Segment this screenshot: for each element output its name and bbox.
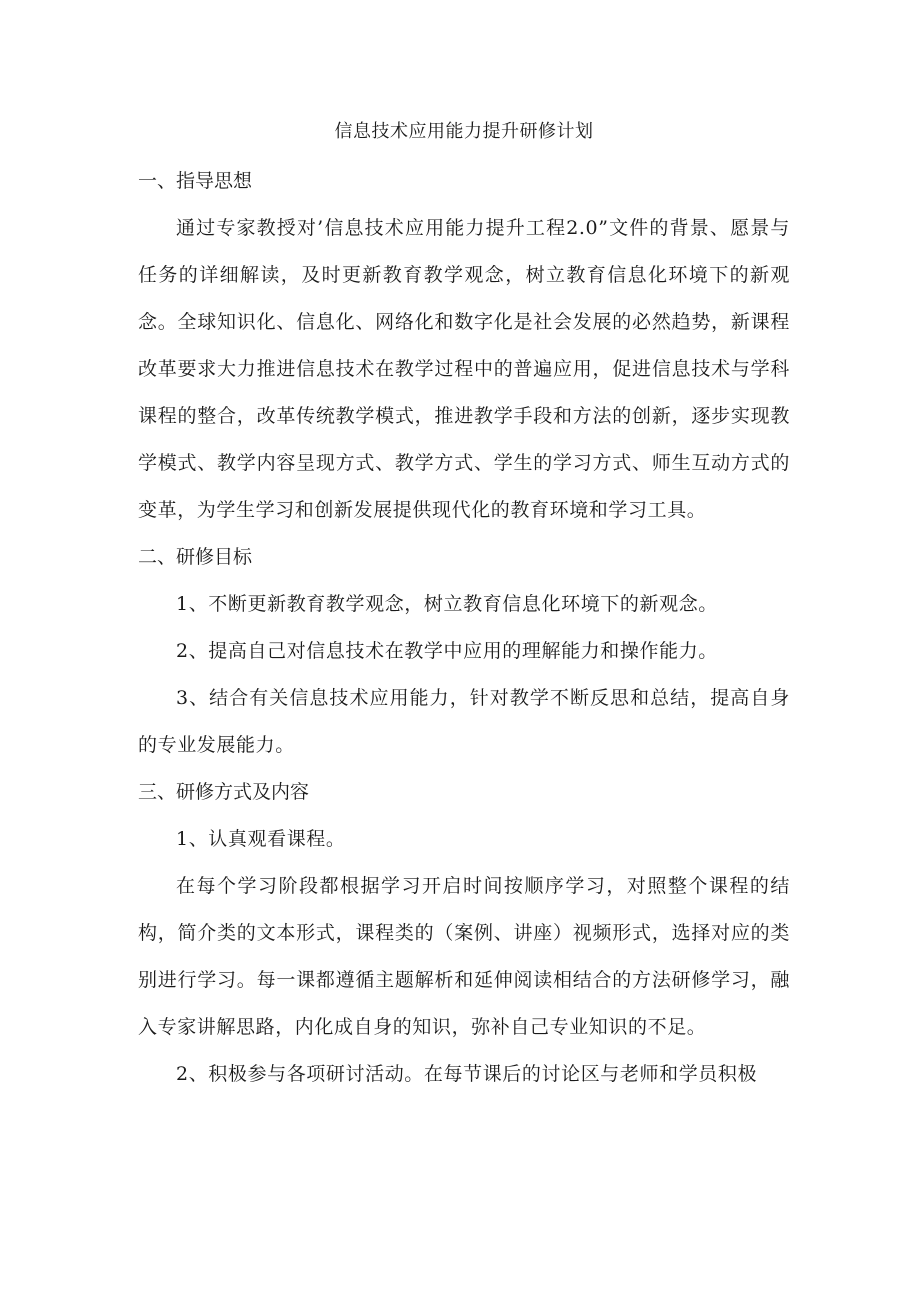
document-title: 信息技术应用能力提升研修计划 <box>334 121 594 142</box>
goal-item-3: 3、结合有关信息技术应用能力，针对教学不断反思和总结，提高自身的专业发展能力。 <box>138 687 790 756</box>
section-heading-training-goals: 二、研修目标 <box>138 546 253 568</box>
method-item-2: 2、积极参与各项研讨活动。在每节课后的讨论区与老师和学员积极 <box>176 1063 758 1085</box>
goal-item-2: 2、提高自己对信息技术在教学中应用的理解能力和操作能力。 <box>176 640 718 662</box>
paragraph-method-1: 在每个学习阶段都根据学习开启时间按顺序学习，对照整个课程的结构，简介类的文本形式，课程类的（案例、讲座）视频形式，选择对应的类别进行学习。每一课都遵循主题解析和延伸阅读相结合的方法研修学习，融入专家讲解思路，内化成自身的知识，弥补自己专业知识的不足。 <box>138 875 790 1038</box>
section-heading-guiding-ideology: 一、指导思想 <box>138 170 253 192</box>
section-heading-training-methods: 三、研修方式及内容 <box>138 781 310 803</box>
paragraph-guiding-ideology: 通过专家教授对’信息技术应用能力提升工程2.0”文件的背景、愿景与任务的详细解读，及时更新教育教学观念，树立教育信息化环境下的新观念。全球知识化、信息化、网络化和数字化是社会发展的必然趋势，新课程改革要求大力推进信息技术在教学过程中的普遍应用，促进信息技术与学科课程的整合，改革传统教学模式，推进教学手段和方法的创新，逐步实现教学模式、教学内容呈现方式、教学方式、学生的学习方式、师生互动方式的变革，为学生学习和创新发展提供现代化的教育环境和学习工具。 <box>138 217 790 521</box>
goal-item-1: 1、不断更新教育教学观念，树立教育信息化环境下的新观念。 <box>176 593 718 615</box>
method-item-1: 1、认真观看课程。 <box>176 828 346 850</box>
document-page <box>138 120 790 1098</box>
